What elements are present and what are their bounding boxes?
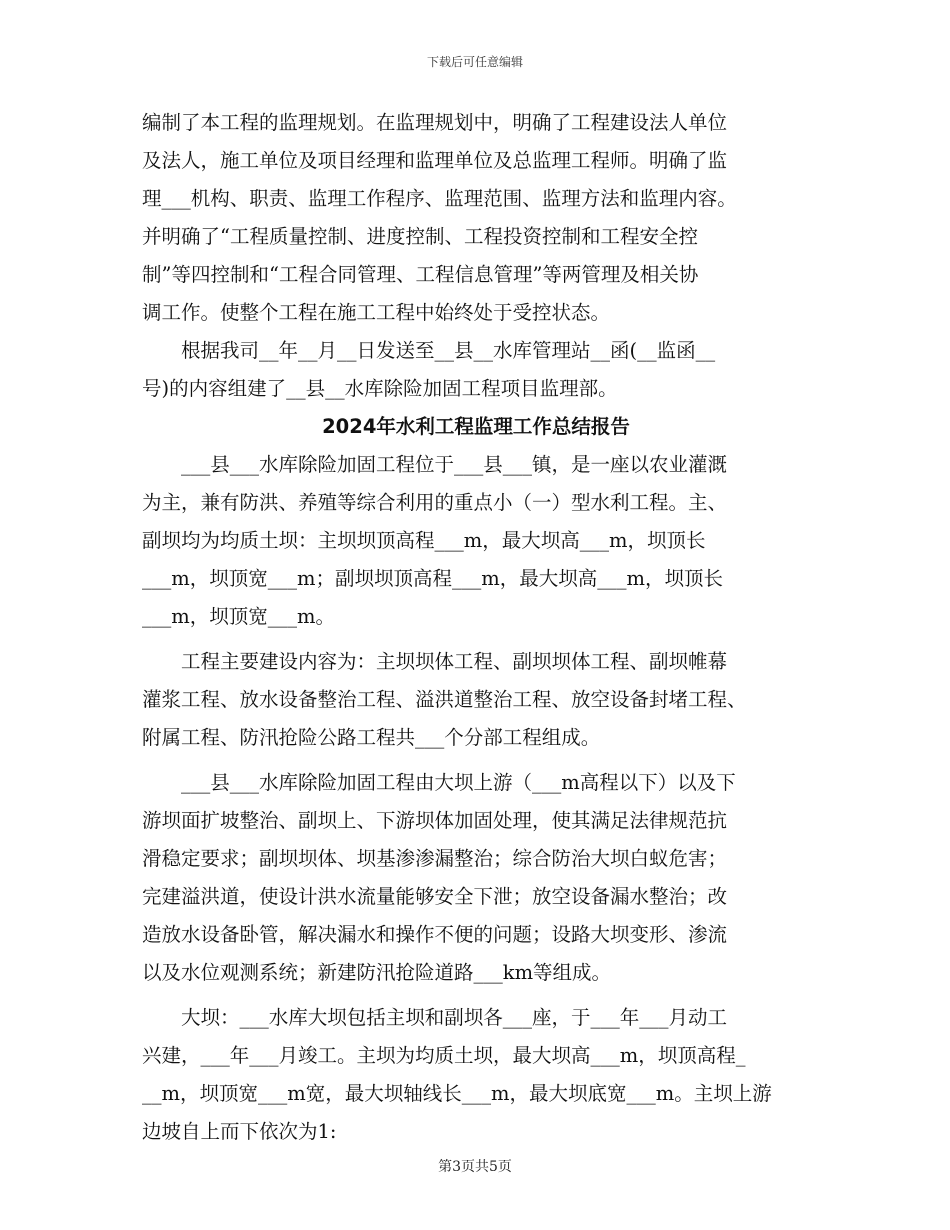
text-line: 边坡自上而下依次为1: [142,1120,337,1143]
text-line: 灌浆工程、放水设备整治工程、溢洪道整治工程、放空设备封堵工程、 [142,688,747,711]
text-line: 调工作。使整个工程在施工工程中始终处于受控状态。 [142,301,611,324]
text-line: __m，坝顶宽___m宽，最大坝轴线长___m，最大坝底宽___m。主坝上游 [142,1082,772,1105]
text-line: 以及水位观测系统；新建防汛抢险道路___km等组成。 [142,961,612,984]
text-line: 工程主要建设内容为：主坝坝体工程、副坝坝体工程、副坝帷幕 [181,650,728,673]
text-line: 副坝均为均质土坝：主坝坝顶高程___m，最大坝高___m，坝顶长 [142,529,706,552]
text-line: 理___机构、职责、监理工作程序、监理范围、监理方法和监理内容。 [142,187,737,210]
document-body [142,104,810,1151]
text-line: 并明确了“工程质量控制、进度控制、工程投资控制和工程安全控 [142,225,698,248]
page-footer: 第3页共5页 [438,1159,512,1175]
text-line: 完建溢洪道，使设计洪水流量能够安全下泄；放空设备漏水整治；改 [142,885,728,908]
text-line: 及法人，施工单位及项目经理和监理单位及总监理工程师。明确了监 [142,149,728,172]
text-line: 编制了本工程的监理规划。在监理规划中，明确了工程建设法人单位 [142,111,728,134]
text-line: 制”等四控制和“工程合同管理、工程信息管理”等两管理及相关协 [142,263,699,286]
text-line: 游坝面扩坡整治、副坝上、下游坝体加固处理，使其满足法律规范抗 [142,809,728,832]
text-line: 造放水设备卧管，解决漏水和操作不便的问题；设路大坝变形、渗流 [142,923,728,946]
text-line: ___m，坝顶宽___m；副坝坝顶高程___m，最大坝高___m，坝顶长 [142,567,723,590]
text-line: 大坝：___水库大坝包括主坝和副坝各___座，于___年___月动工 [181,1006,728,1029]
text-line: ___县___水库除险加固工程由大坝上游（___m高程以下）以及下 [181,771,736,794]
text-line: ___m，坝顶宽___m。 [142,605,335,628]
text-line: ___县___水库除险加固工程位于___县___镇，是一座以农业灌溉 [181,453,728,476]
text-line: 根据我司__年__月__日发送至__县__水库管理站__函(__监函__ [181,339,716,362]
text-line: 为主，兼有防洪、养殖等综合利用的重点小（一）型水利工程。主、 [142,491,728,514]
text-line: 兴建，___年___月竣工。主坝为均质土坝，最大坝高___m，坝顶高程_ [142,1044,746,1067]
text-line: 附属工程、防汛抢险公路工程共___个分部工程组成。 [142,726,601,749]
page-header: 下载后可任意编辑 [426,55,523,69]
text-line: 号)的内容组建了__县__水库除险加固工程项目监理部。 [142,377,618,400]
text-line: 滑稳定要求；副坝坝体、坝基渗渗漏整治；综合防治大坝白蚁危害； [142,847,728,870]
section-title: 2024年水利工程监理工作总结报告 [322,415,630,438]
